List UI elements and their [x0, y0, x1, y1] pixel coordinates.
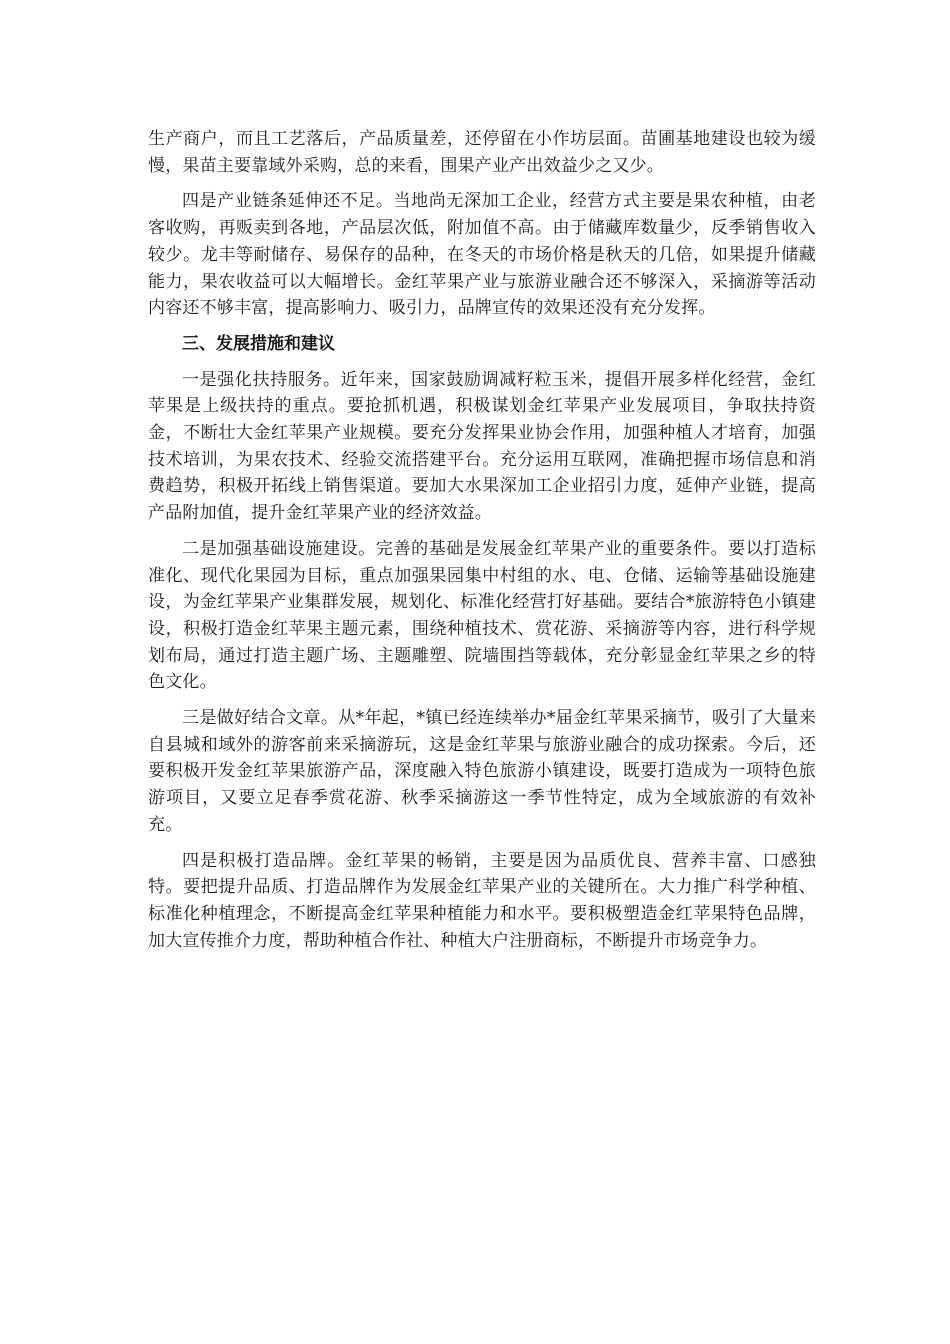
paragraph-support-services: 一是强化扶持服务。近年来，国家鼓励调减籽粒玉米，提倡开展多样化经营，金红苹果是上级扶持的重点。要抢抓机遇，积极谋划金红苹果产业发展项目，争取扶持资金，不断壮大金红苹果产业规模。要充分发挥果业协会作用，加强种植人才培育，加强技术培训，为果农技术、经验交流搭建平台。充分运用互联网，准确把握市场信息和消费趋势，积极开拓线上销售渠道。要加大水果深加工企业招引力度，延伸产业链，提高产品附加值，提升金红苹果产业的经济效益。: [148, 369, 816, 524]
paragraph-continuation: 生产商户，而且工艺落后，产品质量差，还停留在小作坊层面。苗圃基地建设也较为缓慢，果苗主要靠域外采购，总的来看，围果产业产出效益少之又少。: [148, 129, 816, 176]
paragraph-brand-building: 四是积极打造品牌。金红苹果的畅销，主要是因为品质优良、营养丰富、口感独特。要把提升品质、打造品牌作为发展金红苹果产业的关键所在。大力推广科学种植、标准化种植理念，不断提高金红苹果种植能力和水平。要积极塑造金红苹果特色品牌，加大宣传推介力度，帮助种植合作社、种植大户注册商标，不断提升市场竞争力。: [148, 850, 816, 951]
document-body: [148, 126, 816, 963]
section-heading: 三、发展措施和建议: [182, 333, 335, 354]
paragraph-infrastructure: 二是加强基础设施建设。完善的基础是发展金红苹果产业的重要条件。要以打造标准化、现代化果园为目标，重点加强果园集中村组的水、电、仓储、运输等基础设施建设，为金红苹果产业集群发展，规划化、标准化经营打好基础。要结合*旅游特色小镇建设，积极打造金红苹果主题元素，围绕种植技术、赏花游、采摘游等内容，进行科学规划布局，通过打造主题广场、主题雕塑、院墙围挡等载体，充分彰显金红苹果之乡的特色文化。: [148, 538, 816, 693]
paragraph-industry-chain: 四是产业链条延伸还不足。当地尚无深加工企业，经营方式主要是果农种植，由老客收购，再贩卖到各地，产品层次低，附加值不高。由于储藏库数量少，反季销售收入较少。龙丰等耐储存、易保存的品种，在冬天的市场价格是秋天的几倍，如果提升储藏能力，果农收益可以大幅增长。金红苹果产业与旅游业融合还不够深入，采摘游等活动内容还不够丰富，提高影响力、吸引力，品牌宣传的效果还没有充分发挥。: [148, 191, 816, 319]
paragraph-tourism-integration: 三是做好结合文章。从*年起，*镇已经连续举办*届金红苹果采摘节，吸引了大量来自县城和域外的游客前来采摘游玩，这是金红苹果与旅游业融合的成功探索。今后，还要积极开发金红苹果旅游产品，深度融入特色旅游小镇建设，既要打造成为一项特色旅游项目，又要立足春季赏花游、秋季采摘游这一季节性特定，成为全域旅游的有效补充。: [148, 708, 816, 835]
